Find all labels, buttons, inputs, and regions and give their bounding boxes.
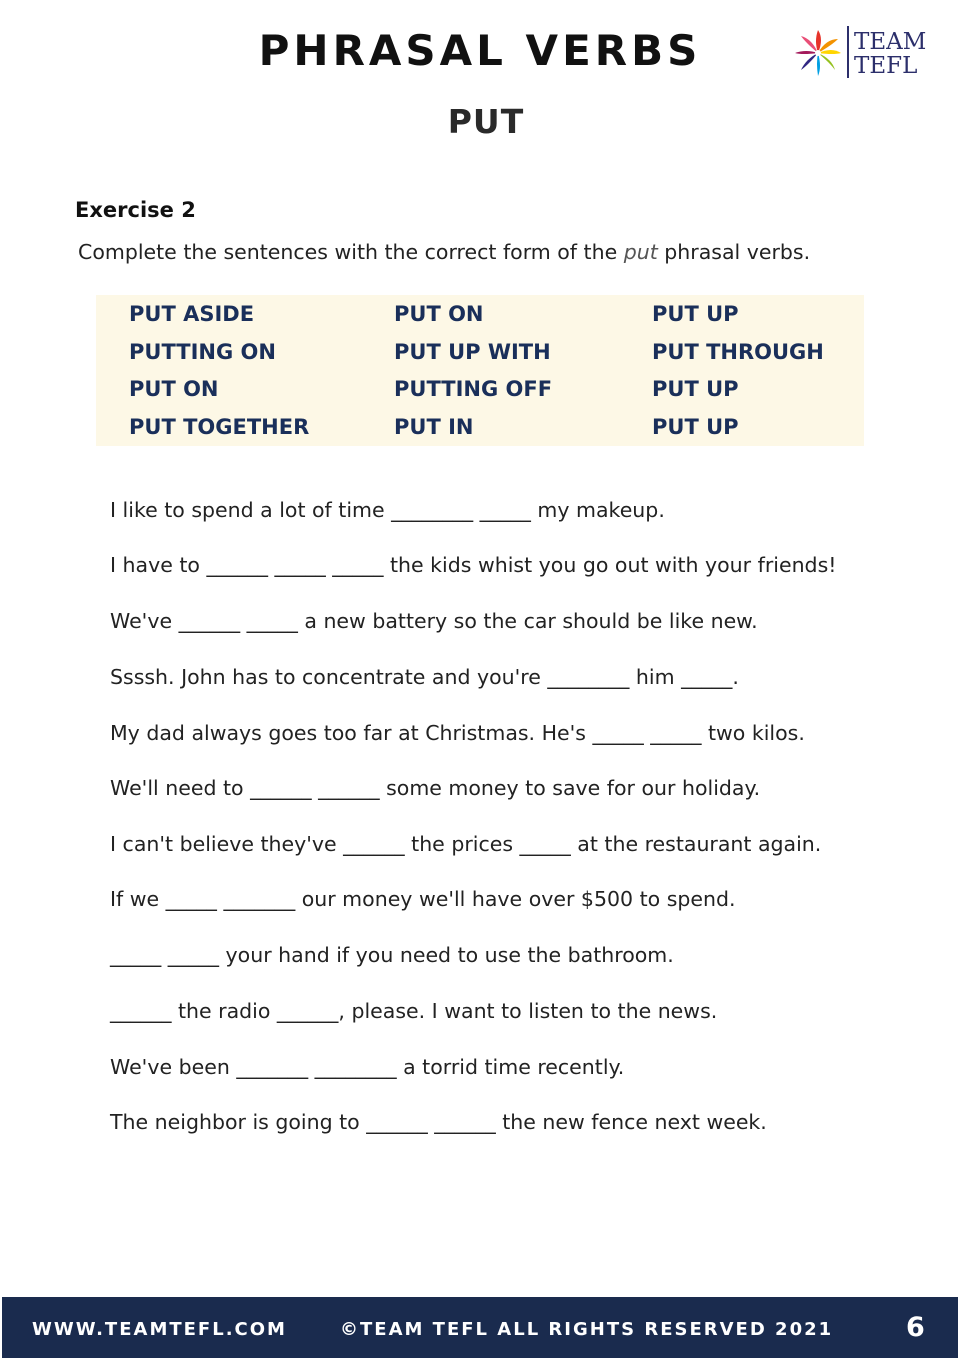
question-text: ______ the radio ______, please. I want to listen to the news. <box>110 999 718 1023</box>
footer-website-link[interactable]: WWW.TEAMTEFL.COM <box>32 1319 287 1340</box>
question-text: If we _____ _______ our money we'll have over $500 to spend. <box>110 887 736 911</box>
word-bank-item: PUT ON <box>394 302 484 326</box>
word-bank-item: PUT UP <box>652 415 739 439</box>
instruction-emphasis: put <box>623 240 658 264</box>
word-bank-item: PUT TOGETHER <box>129 415 310 439</box>
word-bank-item: PUTTING OFF <box>394 377 553 401</box>
page-subtitle: PUT <box>447 102 525 141</box>
team-tefl-logo <box>793 26 935 80</box>
question-text: I can't believe they've ______ the prices _____ at the restaurant again. <box>110 832 822 856</box>
exercise-instruction <box>78 240 810 264</box>
question-text: We've been _______ ________ a torrid time recently. <box>110 1055 625 1079</box>
logo-text-tefl: TEFL <box>854 53 918 79</box>
page-footer <box>2 1297 958 1358</box>
word-bank-item: PUT ON <box>129 377 219 401</box>
word-bank-item: PUT UP <box>652 302 739 326</box>
exercise-title: Exercise 2 <box>75 198 196 222</box>
page-number: 6 <box>906 1312 925 1343</box>
footer-copyright: ©TEAM TEFL ALL RIGHTS RESERVED 2021 <box>340 1319 834 1340</box>
page-title: PHRASAL VERBS <box>258 26 702 75</box>
logo-divider <box>847 26 849 78</box>
question-text: I like to spend a lot of time ________ _____ my makeup. <box>110 498 665 522</box>
word-bank-item: PUTTING ON <box>129 340 276 364</box>
question-text: Ssssh. John has to concentrate and you're ________ him _____. <box>110 665 739 689</box>
question-text: I have to ______ _____ _____ the kids whist you go out with your friends! <box>110 553 837 577</box>
question-text: My dad always goes too far at Christmas. He's _____ _____ two kilos. <box>110 721 805 745</box>
logo-text-team: TEAM <box>854 29 927 55</box>
question-text: The neighbor is going to ______ ______ the new fence next week. <box>110 1110 767 1134</box>
instruction-text: Complete the sentences with the correct form of the <box>78 240 624 264</box>
word-bank-item: PUT IN <box>394 415 474 439</box>
word-bank-item: PUT THROUGH <box>652 340 824 364</box>
question-text: We've ______ _____ a new battery so the car should be like new. <box>110 609 758 633</box>
question-text: We'll need to ______ ______ some money to save for our holiday. <box>110 776 761 800</box>
word-bank-item: PUT ASIDE <box>129 302 255 326</box>
pinwheel-logo-icon <box>793 28 843 78</box>
word-bank-item: PUT UP <box>652 377 739 401</box>
question-text: _____ _____ your hand if you need to use the bathroom. <box>110 943 674 967</box>
word-bank-item: PUT UP WITH <box>394 340 551 364</box>
word-bank <box>96 295 864 446</box>
instruction-text-end: phrasal verbs. <box>657 240 811 264</box>
